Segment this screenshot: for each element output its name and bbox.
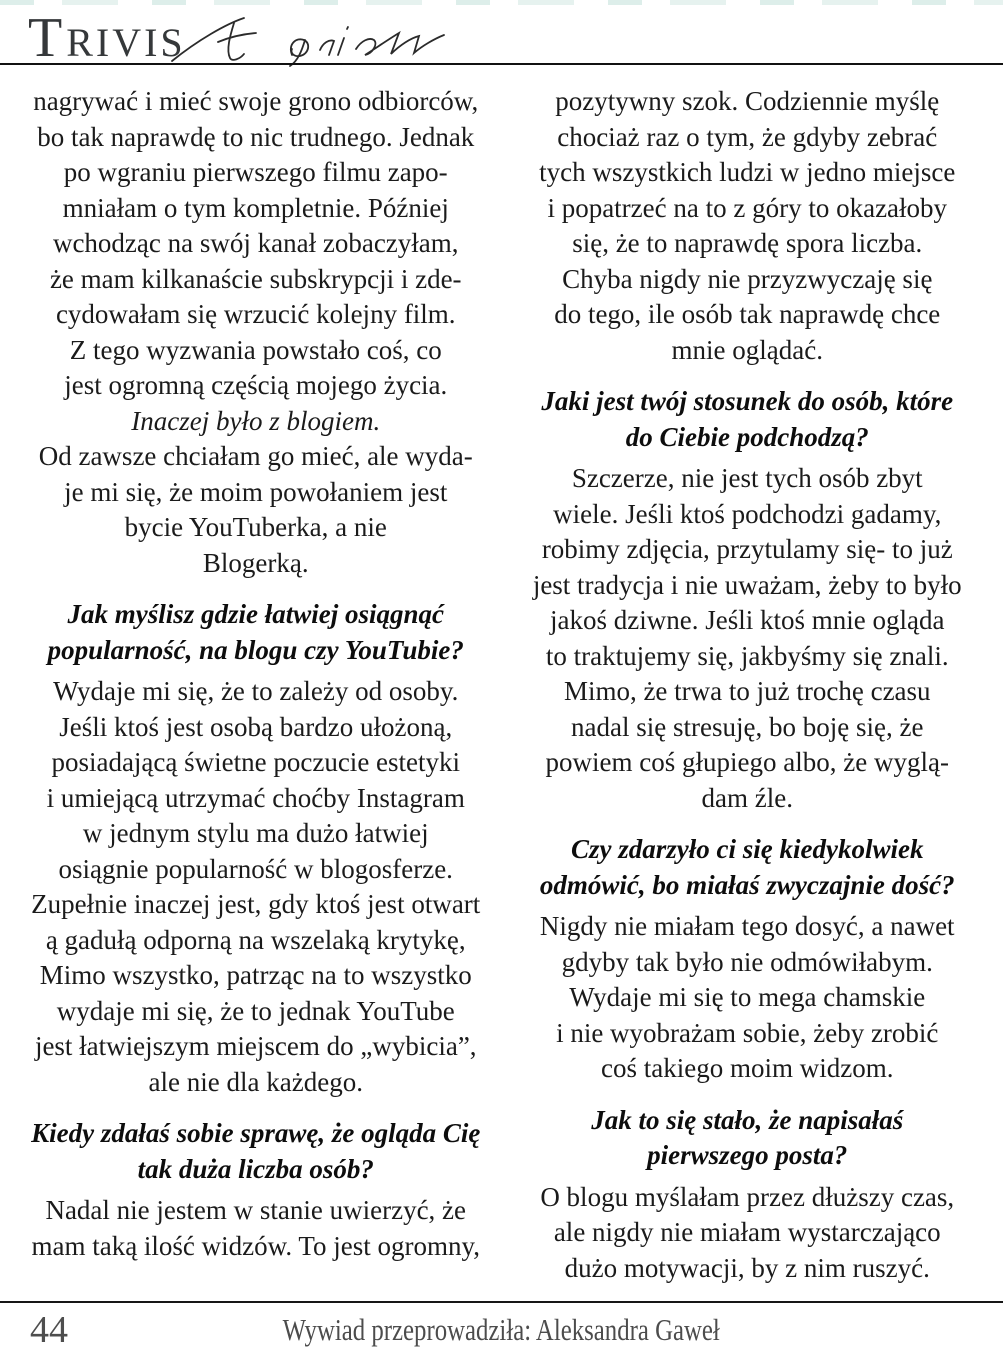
text-line: Szczerze, nie jest tych osób zbyt	[571, 463, 923, 493]
text-line: jakoś dziwne. Jeśli ktoś mnie ogląda	[550, 605, 945, 635]
text-line: po wgraniu pierwszego filmu zapo-	[63, 157, 448, 187]
text-line: tak duża liczba osób?	[137, 1153, 374, 1184]
text-line: że mam kilkanaście subskrypcji i zde-	[49, 263, 462, 294]
text-line: chociaż raz o tym, że gdyby zebrać	[557, 121, 938, 152]
text-line: ą gadułą odporną na wszelaką krytykę,	[45, 924, 466, 955]
text-line: Od zawsze chciałam go mieć, ale wyda-	[38, 441, 473, 471]
text-line: ale nigdy nie miałam wystarczająco	[553, 1217, 941, 1247]
text-line: do Ciebie podchodzą?	[625, 421, 869, 452]
text-line: do tego, ile osób tak naprawdę chce	[554, 299, 941, 329]
text-line: tych wszystkich ludzi w jedno miejsce	[539, 157, 956, 187]
magazine-logo: TRIVIS	[28, 7, 186, 69]
paragraph	[10, 84, 502, 404]
text-line: dużo motywacji, by z nim ruszyć.	[564, 1252, 930, 1283]
text-line: to traktujemy się, jakbyśmy się znali.	[545, 640, 949, 671]
text-line: osiągnie popularność w blogosferze.	[58, 853, 453, 884]
text-line: Jak myślisz gdzie łatwiej osiągnąć	[67, 599, 444, 629]
text-line: Jaki jest twój stosunek do osób, które	[541, 386, 954, 416]
text-line: Mimo, że trwa to już trochę czasu	[563, 676, 931, 706]
text-line: Blogerką.	[202, 547, 309, 578]
decorative-edge-strip	[0, 0, 1003, 5]
text-line: i popatrzeć na to z góry to okazałoby	[547, 192, 948, 223]
text-line: Nigdy nie miałam tego dosyć, a nawet	[539, 911, 955, 941]
text-line: Inaczej było z blogiem.	[131, 405, 381, 436]
text-line: dam źle.	[701, 782, 793, 813]
text-line: Wydaje mi się, że to zależy od osoby.	[53, 676, 459, 706]
text-line: Kiedy zdałaś sobie sprawę, że ogląda Cię	[31, 1118, 481, 1148]
question-heading	[502, 832, 994, 903]
text-line: jest łatwiejszym miejscem do „wybicia”,	[34, 1031, 477, 1061]
text-line: wchodząc na swój kanał zobaczyłam,	[52, 228, 459, 258]
header-divider	[0, 63, 1003, 65]
text-line: jest ogromną częścią mojego życia.	[64, 370, 448, 400]
text-line: Mimo wszystko, patrząc na to wszystko	[39, 960, 472, 990]
article-body	[10, 84, 993, 1286]
text-line: Jak to się stało, że napisałaś	[591, 1104, 904, 1135]
text-line: jest tradycja i nie uważam, żeby to było	[532, 569, 962, 600]
text-line: mnie oglądać.	[671, 334, 823, 365]
text-line: Wydaje mi się to mega chamskie	[569, 982, 926, 1012]
handwritten-it-girl-script	[168, 14, 448, 68]
text-line: i nie wyobrażam sobie, żeby zrobić	[556, 1017, 939, 1048]
footer-credit: Wywiad przeprowadziła: Aleksandra Gaweł	[282, 1312, 721, 1347]
text-line: wydaje mi się, że to jednak YouTube	[56, 995, 455, 1026]
text-line: posiadającą świetne poczucie estetyki	[51, 747, 461, 777]
text-line: pierwszego posta?	[647, 1140, 848, 1170]
text-line: Z tego wyzwania powstało coś, co	[69, 334, 442, 365]
paragraph	[10, 1193, 502, 1264]
text-line: popularność, na blogu czy YouTubie?	[47, 634, 464, 665]
text-line: je mi się, że moim powołaniem jest	[64, 476, 448, 507]
text-line: odmówić, bo miałaś zwyczajnie dość?	[539, 869, 955, 900]
text-line: mniałam o tym kompletnie. Później	[62, 192, 449, 223]
text-line: wiele. Jeśli ktoś podchodzi gadamy,	[553, 498, 942, 529]
text-line: O blogu myślałam przez dłuższy czas,	[540, 1181, 955, 1212]
paragraph	[10, 404, 502, 440]
question-heading	[502, 1103, 994, 1174]
text-line: się, że to naprawdę spora liczba.	[572, 228, 923, 258]
text-line: coś takiego moim widzom.	[601, 1053, 894, 1083]
paragraph	[502, 461, 994, 816]
page-number: 44	[30, 1309, 68, 1351]
text-line: bycie YouTuberka, a nie	[124, 512, 387, 542]
paragraph	[10, 674, 502, 1100]
text-line: ale nie dla każdego.	[148, 1066, 363, 1097]
left-column	[10, 84, 502, 1286]
text-line: robimy zdjęcia, przytulamy się- to już	[541, 534, 953, 564]
paragraph	[502, 909, 994, 1087]
text-line: cydowałam się wrzucić kolejny film.	[55, 299, 456, 329]
page-header	[0, 6, 1003, 69]
footer	[0, 1312, 1003, 1348]
text-line: Nadal nie jestem w stanie uwierzyć, że	[45, 1195, 467, 1225]
paragraph	[502, 84, 994, 368]
text-line: nagrywać i mieć swoje grono odbiorców,	[33, 86, 479, 116]
right-column	[502, 84, 994, 1286]
text-line: pozytywny szok. Codziennie myślę	[555, 86, 940, 116]
paragraph	[502, 1180, 994, 1287]
text-line: Zupełnie inaczej jest, gdy ktoś jest otwart	[31, 889, 481, 919]
question-heading	[10, 597, 502, 668]
text-line: Czy zdarzyło ci się kiedykolwiek	[571, 834, 924, 864]
text-line: powiem coś głupiego albo, że wyglą-	[545, 747, 949, 777]
question-heading	[10, 1116, 502, 1187]
text-line: nadal się stresuję, bo boję się, że	[571, 711, 924, 742]
paragraph	[10, 439, 502, 581]
question-heading	[502, 384, 994, 455]
footer-divider	[0, 1301, 1003, 1303]
text-line: i umiejącą utrzymać choćby Instagram	[46, 782, 465, 813]
text-line: gdyby tak było nie odmówiłabym.	[561, 946, 933, 977]
text-line: bo tak naprawdę to nic trudnego. Jednak	[37, 121, 475, 152]
text-line: Chyba nigdy nie przyzwyczaję się	[562, 263, 933, 294]
text-line: w jednym stylu ma dużo łatwiej	[82, 818, 429, 848]
text-line: Jeśli ktoś jest osobą bardzo ułożoną,	[59, 711, 453, 742]
text-line: mam taką ilość widzów. To jest ogromny,	[31, 1230, 481, 1261]
